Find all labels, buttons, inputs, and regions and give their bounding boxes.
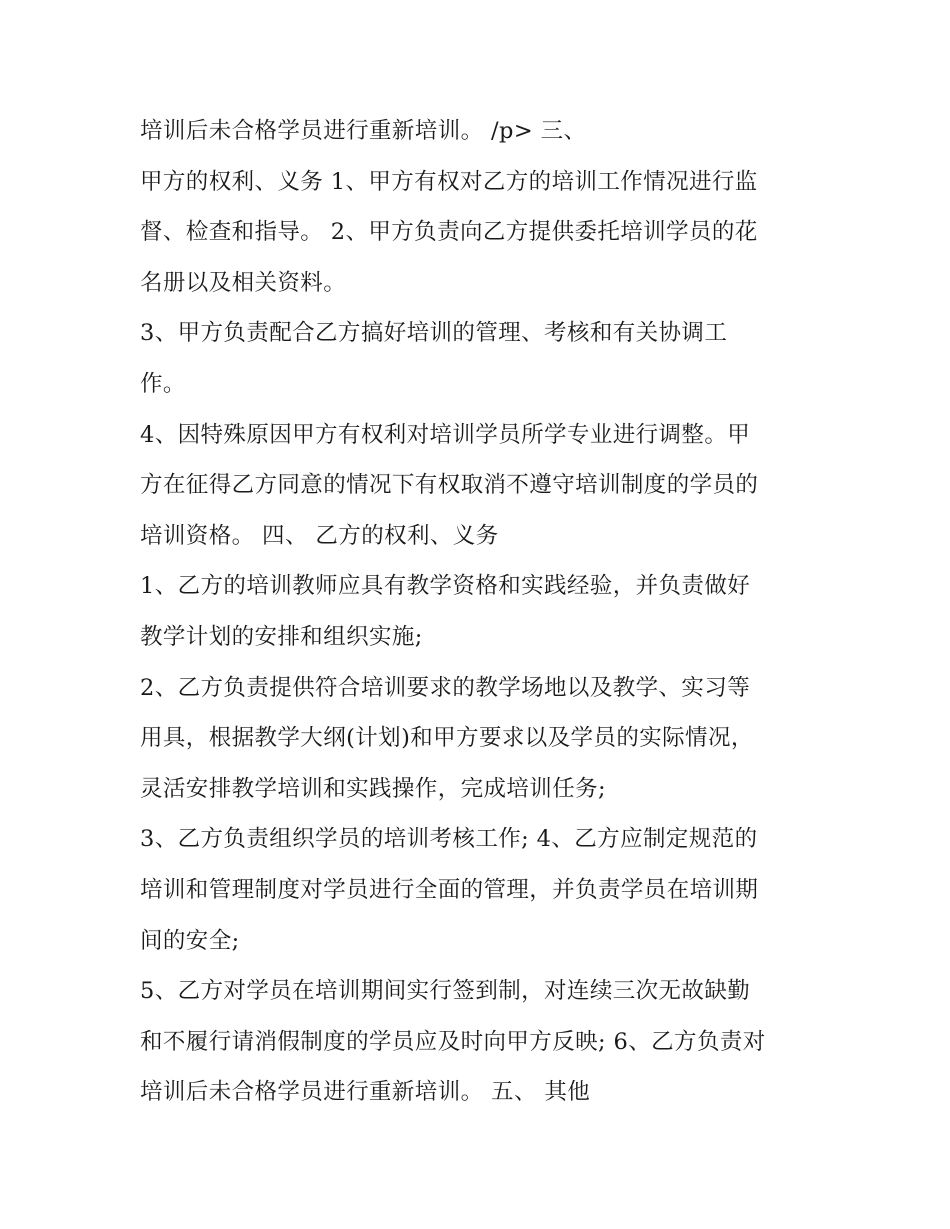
text-line: 5、乙方对学员在培训期间实行签到制，对连续三次无故缺勤 — [140, 978, 751, 1005]
text-line: 灵活安排教学培训和实践操作，完成培训任务; — [140, 775, 606, 802]
text-line: 作。 — [140, 370, 186, 397]
text-line: 培训后未合格学员进行重新培训。 五、 其他 — [140, 1079, 591, 1106]
text-line: 教学计划的安排和组织实施; — [140, 623, 423, 650]
document-body — [140, 106, 830, 1118]
text-line: 甲方的权利、义务 1、甲方有权对乙方的培训工作情况进行监 — [140, 168, 758, 195]
text-line: 3、甲方负责配合乙方搞好培训的管理、考核和有关协调工 — [140, 320, 728, 347]
text-line: 名册以及相关资料。 — [140, 269, 347, 296]
text-line: 培训后未合格学员进行重新培训。 /p> 三、 — [140, 118, 587, 144]
text-line: 和不履行请消假制度的学员应及时向甲方反映; 6、乙方负责对 — [140, 1028, 766, 1055]
text-line: 培训资格。 四、 乙方的权利、义务 — [140, 522, 499, 549]
text-line: 督、检查和指导。 2、甲方负责向乙方提供委托培训学员的花 — [140, 219, 758, 246]
text-line: 4、因特殊原因甲方有权利对培训学员所学专业进行调整。甲 — [140, 421, 751, 448]
text-line: 培训和管理制度对学员进行全面的管理，并负责学员在培训期 — [140, 876, 759, 903]
text-line: 用具，根据教学大纲(计划)和甲方要求以及学员的实际情况， — [140, 725, 754, 752]
text-line: 方在征得乙方同意的情况下有权取消不遵守培训制度的学员的 — [140, 472, 759, 499]
text-line: 1、乙方的培训教师应具有教学资格和实践经验，并负责做好 — [140, 573, 751, 600]
text-line: 3、乙方负责组织学员的培训考核工作; 4、乙方应制定规范的 — [140, 826, 758, 853]
text-line: 2、乙方负责提供符合培训要求的教学场地以及教学、实习等 — [140, 674, 751, 701]
text-line: 间的安全; — [140, 927, 240, 954]
